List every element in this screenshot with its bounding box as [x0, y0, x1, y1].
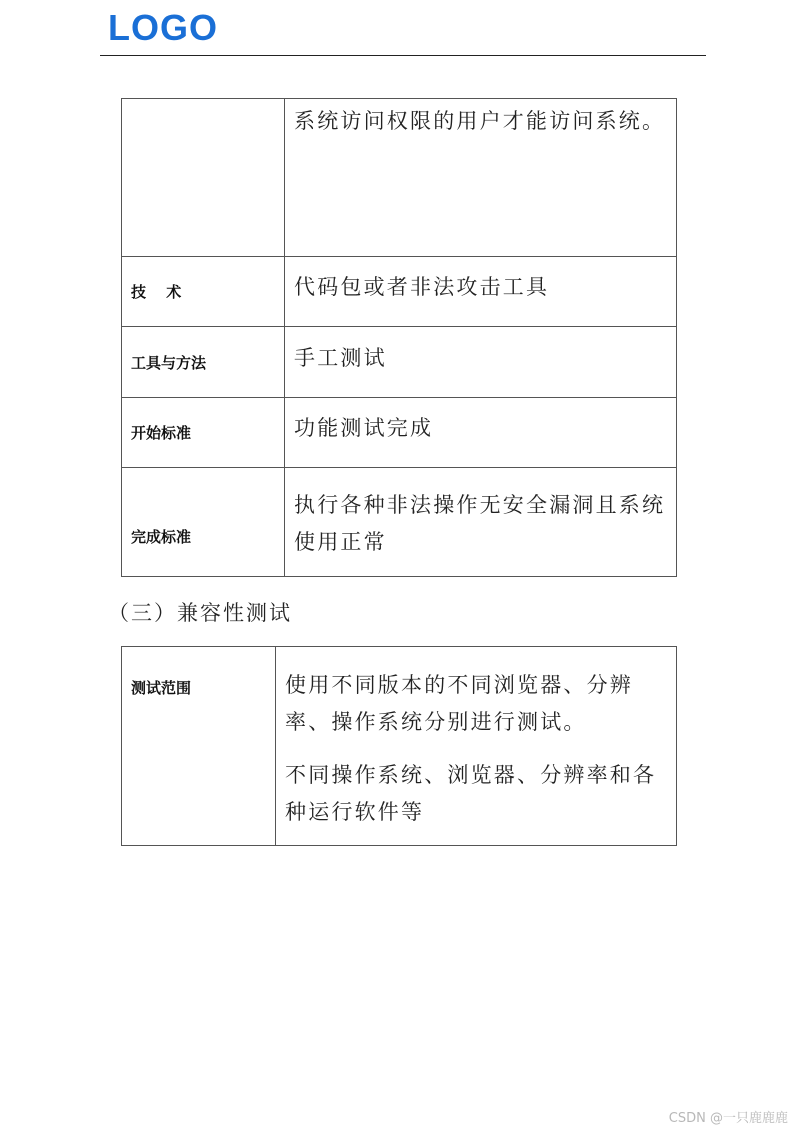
- logo-graphic: [108, 8, 218, 46]
- row-content: [276, 647, 677, 846]
- table-row: [122, 327, 677, 398]
- content-paragraph: 执行各种非法操作无安全漏洞且系统使用正常: [294, 493, 666, 554]
- compatibility-test-table: [121, 646, 677, 846]
- row-label: [122, 99, 285, 257]
- label-text: 开始标准: [131, 424, 192, 442]
- table-row: [122, 99, 677, 257]
- label-text: 技 术: [131, 283, 182, 301]
- row-label: [122, 327, 285, 398]
- label-text: 完成标准: [131, 527, 192, 546]
- row-content: [285, 398, 677, 468]
- header-divider: [100, 55, 706, 56]
- row-label: [122, 398, 285, 468]
- logo: [108, 8, 218, 46]
- logo-text: LOGO: [108, 8, 218, 46]
- security-test-table: [121, 98, 677, 577]
- content-paragraph: 不同操作系统、浏览器、分辨率和各种运行软件等: [285, 763, 657, 824]
- content-paragraph: 功能测试完成: [294, 416, 434, 440]
- row-content: [285, 257, 677, 327]
- content-paragraph: 使用不同版本的不同浏览器、分辨率、操作系统分别进行测试。: [285, 673, 633, 734]
- table-row: [122, 468, 677, 577]
- section-heading: （三）兼容性测试: [108, 601, 292, 625]
- row-content: [285, 99, 677, 257]
- label-text: 测试范围: [131, 679, 192, 697]
- row-content: [285, 468, 677, 577]
- row-label: [122, 257, 285, 327]
- table-row: [122, 257, 677, 327]
- row-label: [122, 647, 276, 846]
- table-row: [122, 647, 677, 846]
- row-content: [285, 327, 677, 398]
- label-text: 工具与方法: [131, 353, 207, 372]
- table-row: [122, 398, 677, 468]
- content-paragraph: 系统访问权限的用户才能访问系统。: [294, 109, 666, 133]
- content-paragraph: 手工测试: [294, 345, 387, 370]
- content-paragraph: 代码包或者非法攻击工具: [294, 275, 550, 299]
- watermark: CSDN @一只鹿鹿鹿: [668, 1111, 788, 1126]
- row-label: [122, 468, 285, 577]
